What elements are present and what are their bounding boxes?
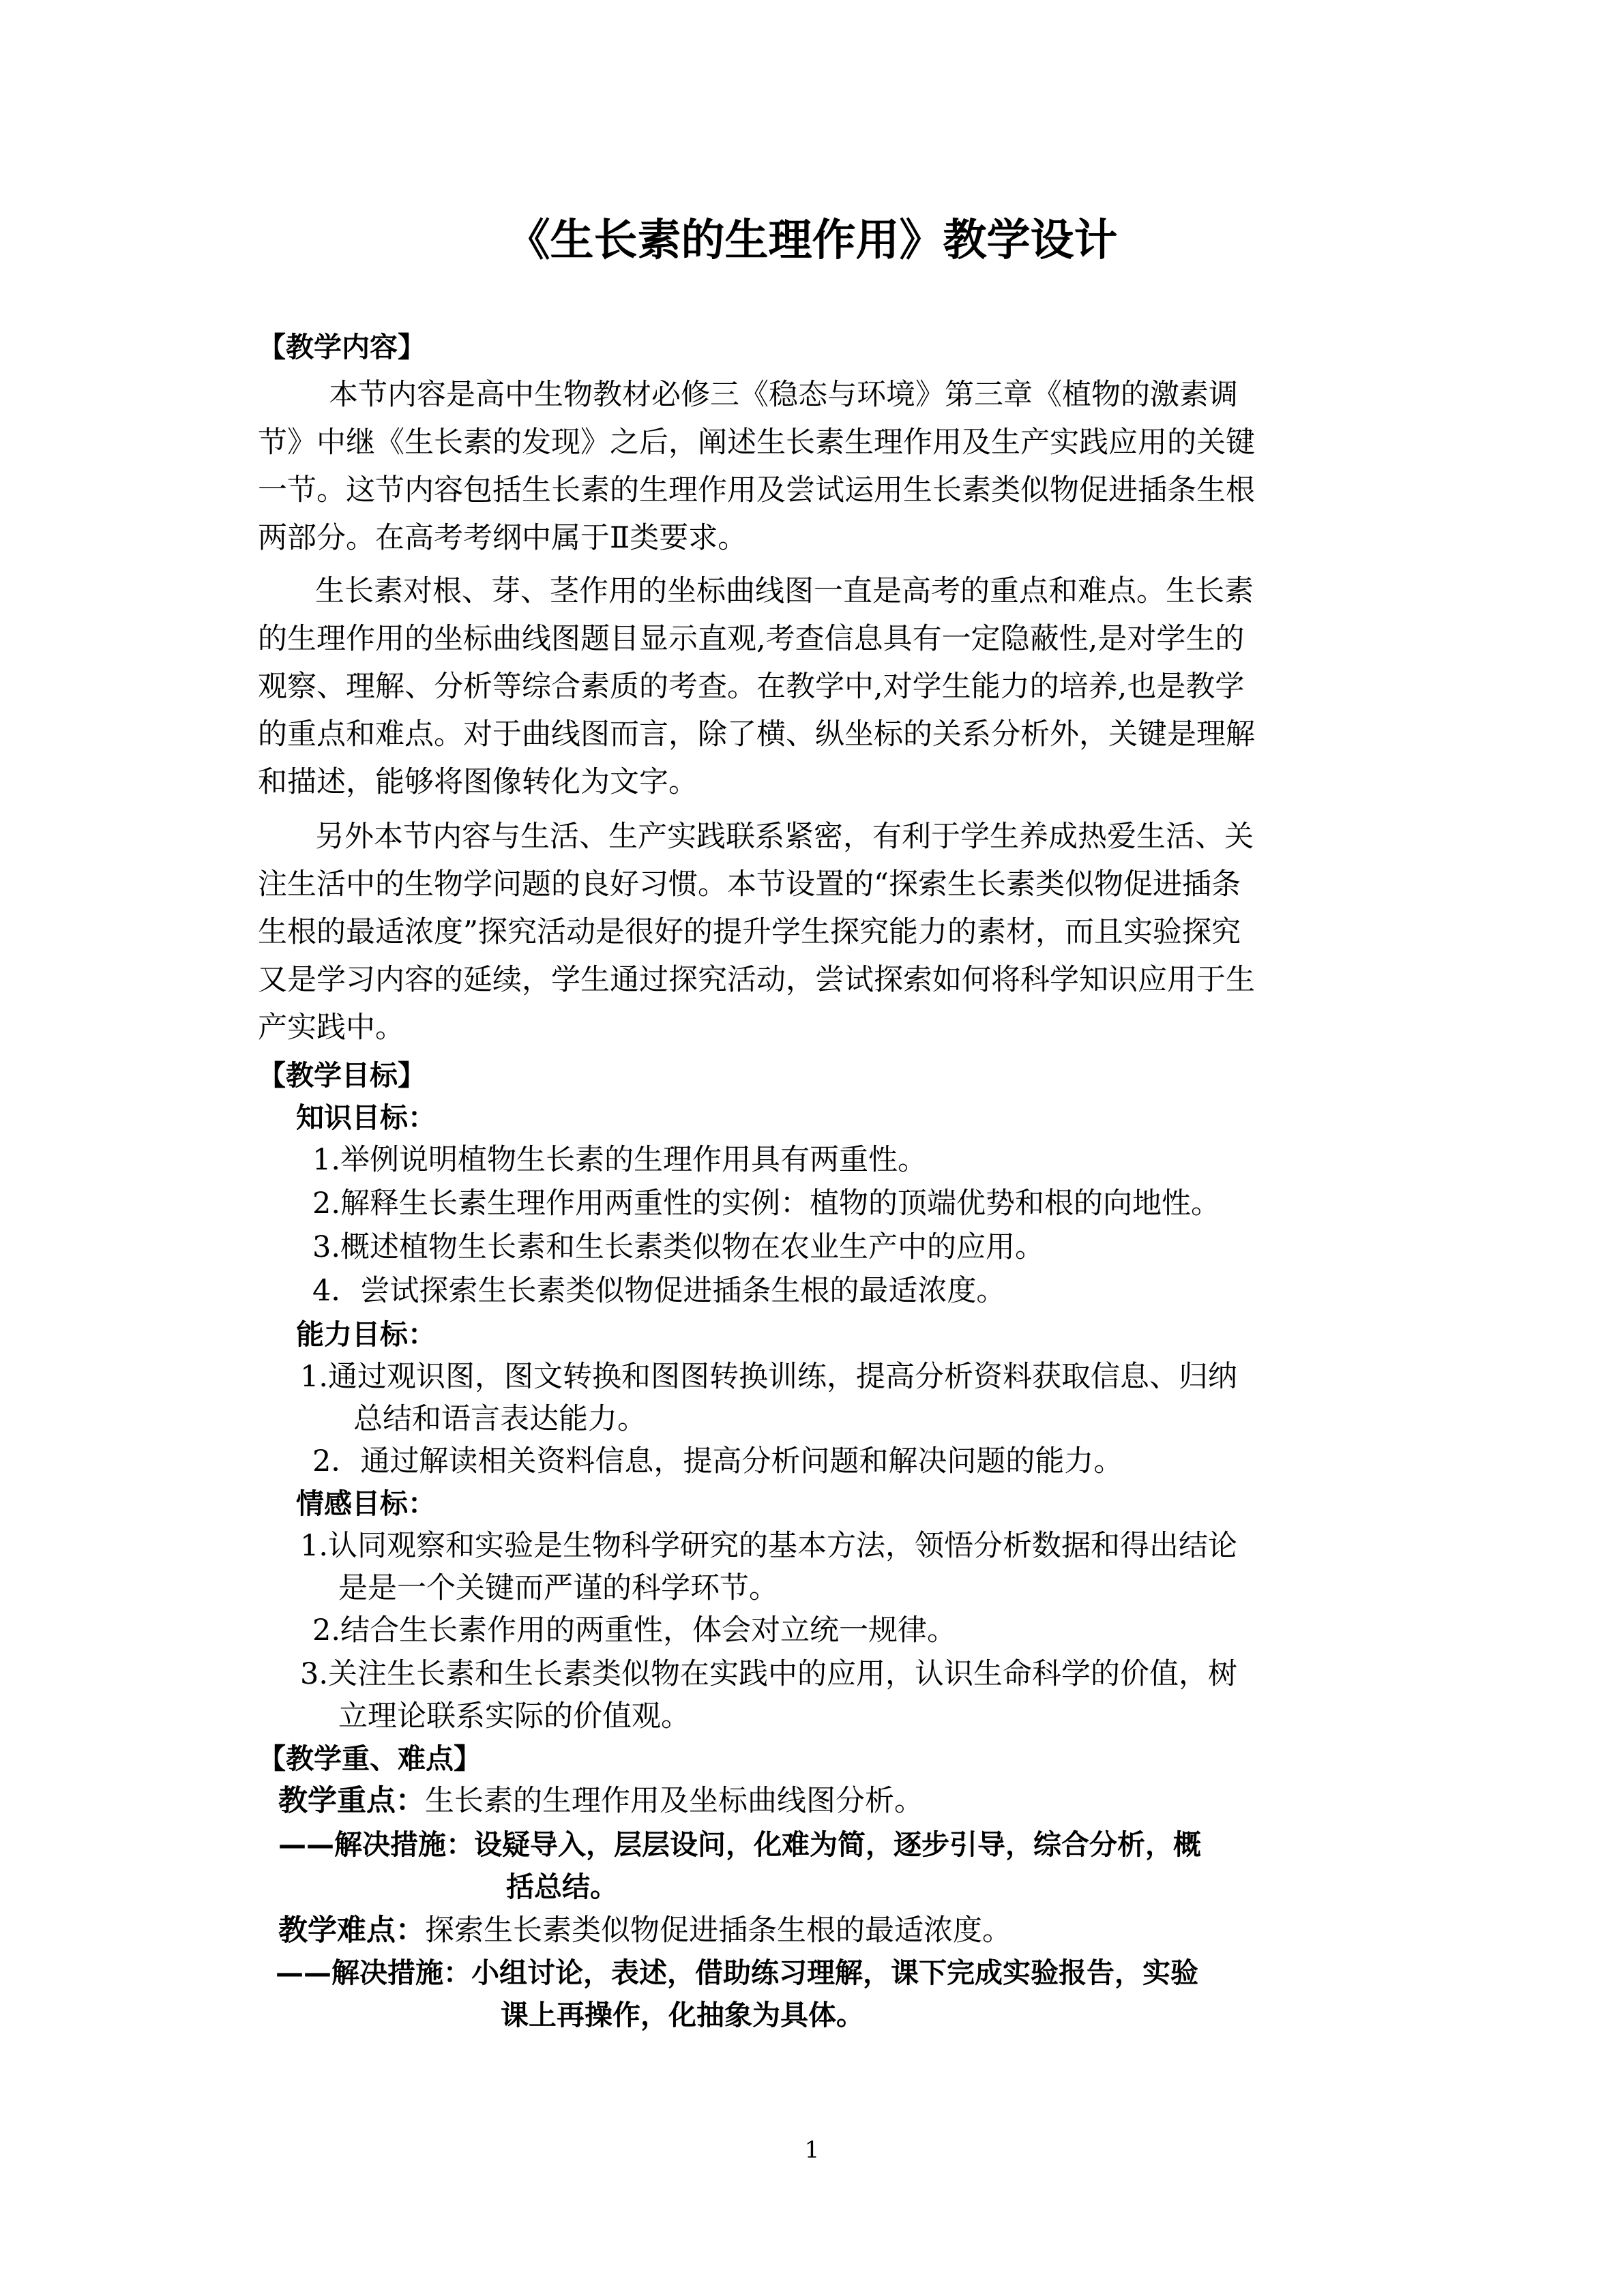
list-item: 总结和语言表达能力。 xyxy=(353,1402,647,1436)
key-measure-line: 括总结。 xyxy=(506,1870,618,1903)
subheading-ability: 能力目标： xyxy=(296,1318,436,1351)
key-point-text: 生长素的生理作用及坐标曲线图分析。 xyxy=(425,1784,924,1818)
paragraph-line: 又是学习内容的延续，学生通过探究活动，尝试探索如何将科学知识应用于生 xyxy=(258,963,1255,997)
list-item: 1.认同观察和实验是生物科学研究的基本方法，领悟分析数据和得出结论 xyxy=(300,1529,1238,1563)
subheading-knowledge: 知识目标： xyxy=(296,1101,436,1134)
section-heading-key-points: 【教学重、难点】 xyxy=(258,1742,482,1775)
list-item: 2.解释生长素生理作用两重性的实例：植物的顶端优势和根的向地性。 xyxy=(312,1187,1221,1221)
list-item: 1.通过观识图，图文转换和图图转换训练，提高分析资料获取信息、归纳 xyxy=(300,1360,1238,1394)
list-item: 2．通过解读相关资料信息，提高分析问题和解决问题的能力。 xyxy=(312,1444,1123,1478)
key-point-label: 教学重点： xyxy=(278,1784,425,1818)
list-item: 1.举例说明植物生长素的生理作用具有两重性。 xyxy=(312,1143,928,1177)
paragraph-line: 两部分。在高考考纲中属于Ⅱ类要求。 xyxy=(258,521,748,555)
paragraph-line: 产实践中。 xyxy=(258,1011,404,1045)
paragraph-line: 生根的最适浓度”探究活动是很好的提升学生探究能力的素材，而且实验探究 xyxy=(258,915,1241,949)
paragraph-line: 一节。这节内容包括生长素的生理作用及尝试运用生长素类似物促进插条生根 xyxy=(258,473,1255,507)
paragraph-line: 本节内容是高中生物教材必修三《稳态与环境》第三章《植物的激素调 xyxy=(329,378,1238,412)
key-measure-line: ——解决措施：设疑导入，层层设问，化难为简，逐步引导，综合分析，概 xyxy=(278,1828,1201,1861)
list-item: 3.关注生长素和生长素类似物在实践中的应用，认识生命科学的价值，树 xyxy=(300,1657,1238,1691)
paragraph-line: 生长素对根、芽、茎作用的坐标曲线图一直是高考的重点和难点。生长素 xyxy=(315,574,1254,608)
list-item: 4．尝试探索生长素类似物促进插条生根的最适浓度。 xyxy=(312,1274,1006,1308)
paragraph-line: 和描述，能够将图像转化为文字。 xyxy=(258,765,698,799)
section-heading-goals: 【教学目标】 xyxy=(258,1059,426,1092)
difficulty-label: 教学难点： xyxy=(278,1913,425,1948)
paragraph-line: 节》中继《生长素的发现》之后，阐述生长素生理作用及生产实践应用的关键 xyxy=(258,426,1255,460)
paragraph-line: 注生活中的生物学问题的良好习惯。本节设置的“探索生长素类似物促进插条 xyxy=(258,867,1241,901)
key-point-line xyxy=(278,1780,924,1822)
paragraph-line: 的生理作用的坐标曲线图题目显示直观,考查信息具有一定隐蔽性,是对学生的 xyxy=(258,622,1245,656)
difficulty-text: 探索生长素类似物促进插条生根的最适浓度。 xyxy=(425,1913,1012,1948)
difficulty-measure-line: ——解决措施：小组讨论，表述，借助练习理解，课下完成实验报告，实验 xyxy=(276,1956,1198,1989)
difficulty-line xyxy=(278,1909,1012,1952)
list-item: 立理论联系实际的价值观。 xyxy=(338,1699,690,1733)
subheading-emotion: 情感目标： xyxy=(296,1487,436,1520)
paragraph-line: 另外本节内容与生活、生产实践联系紧密，有利于学生养成热爱生活、关 xyxy=(315,820,1254,854)
paragraph-line: 观察、理解、分析等综合素质的考查。在教学中,对学生能力的培养,也是教学 xyxy=(258,670,1245,704)
paragraph-line: 的重点和难点。对于曲线图而言，除了横、纵坐标的关系分析外，关键是理解 xyxy=(258,717,1255,751)
difficulty-measure-line: 课上再操作，化抽象为具体。 xyxy=(501,1999,864,2031)
list-item: 3.概述植物生长素和生长素类似物在农业生产中的应用。 xyxy=(312,1230,1045,1264)
document-title: 《生长素的生理作用》教学设计 xyxy=(506,215,1118,266)
list-item: 2.结合生长素作用的两重性，体会对立统一规律。 xyxy=(312,1613,957,1648)
list-item: 是是一个关键而严谨的科学环节。 xyxy=(338,1571,778,1605)
section-heading-content: 【教学内容】 xyxy=(258,331,426,363)
page-number: 1 xyxy=(804,2136,820,2164)
